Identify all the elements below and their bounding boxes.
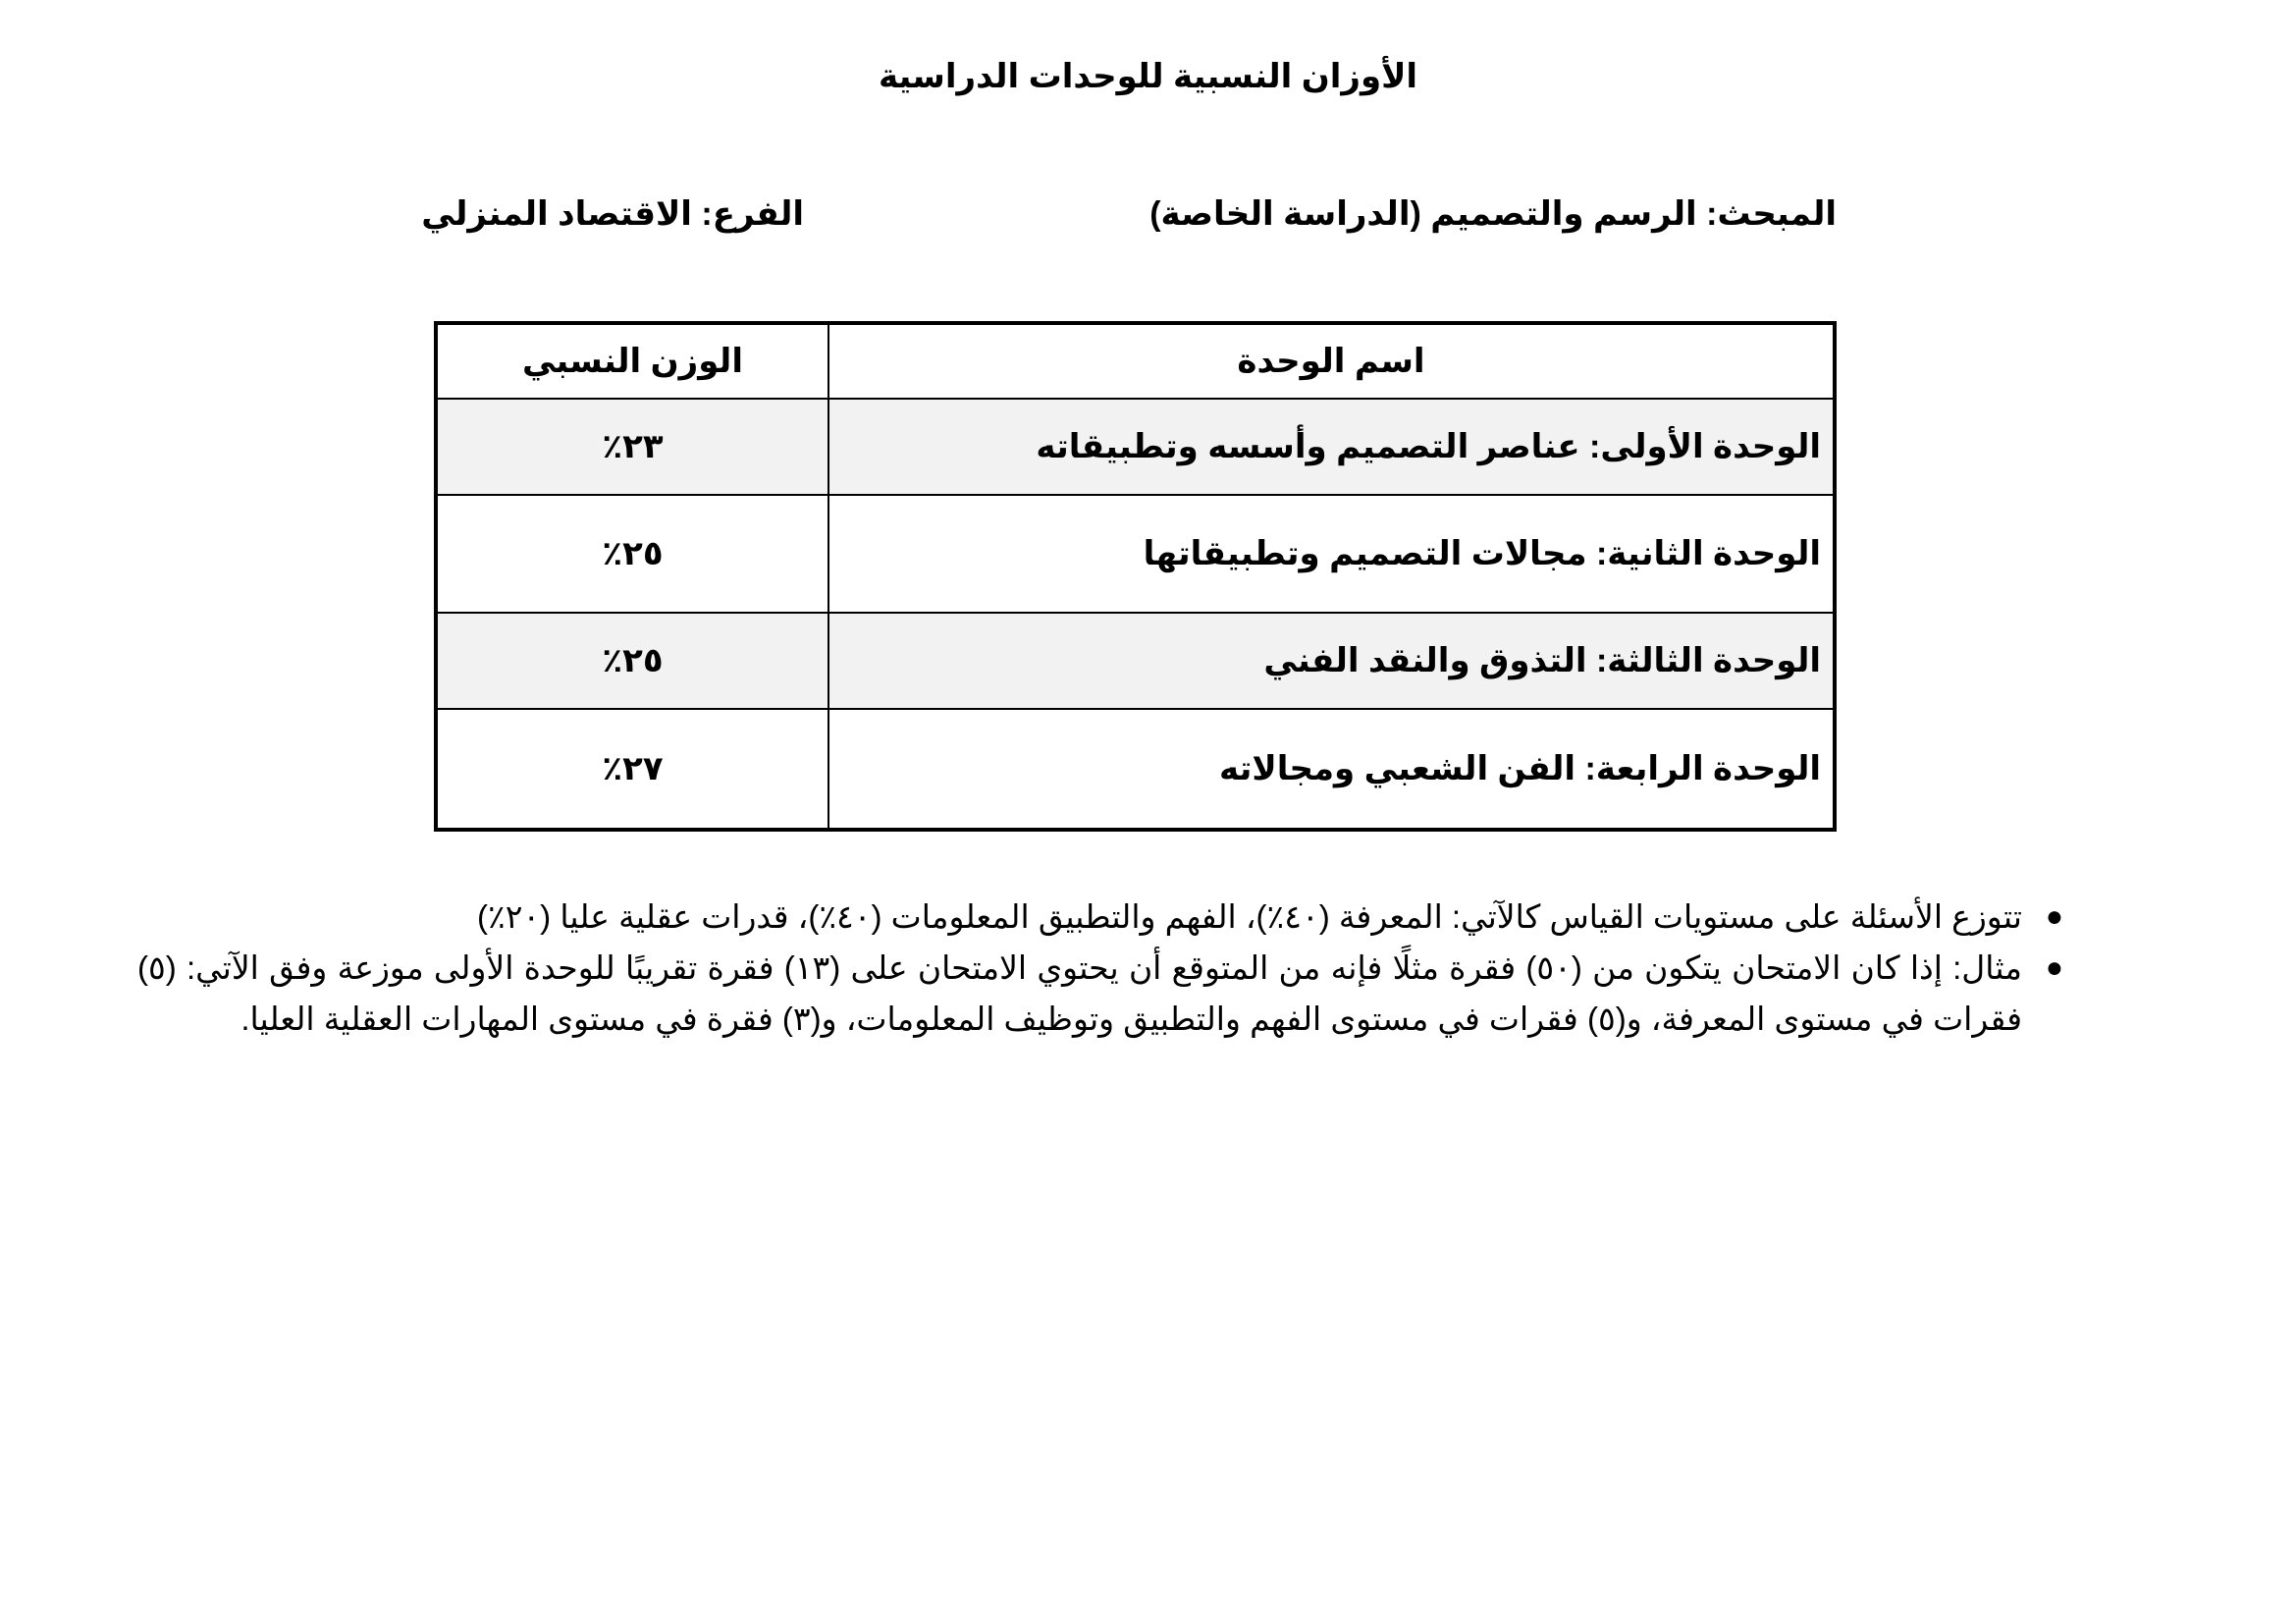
page-title: الأوزان النسبية للوحدات الدراسية [878, 58, 1418, 95]
table-header-row [436, 323, 1835, 399]
weight-cell: ٢٣٪ [436, 399, 828, 495]
unit-name-cell: الوحدة الأولى: عناصر التصميم وأسسه وتطبيقاته [828, 399, 1835, 495]
branch-label: الفرع: الاقتصاد المنزلي [421, 195, 804, 233]
weight-cell: ٢٧٪ [436, 709, 828, 830]
unit-name-header: اسم الوحدة [828, 323, 1835, 399]
note-text: تتوزع الأسئلة على مستويات القياس كالآتي: المعرفة (٤٠٪)، الفهم والتطبيق المعلومات (٤٠٪)، قدرات عقلية عليا (٢٠٪) [476, 898, 2022, 935]
unit-name-cell: الوحدة الثالثة: التذوق والنقد الفني [828, 613, 1835, 709]
notes-list [137, 892, 2063, 1045]
note-text: مثال: إذا كان الامتحان يتكون من (٥٠) فقرة مثلًا فإنه من المتوقع أن يحتوي الامتحان على (١٣) فقرة تقريبًا للوحدة الأولى موزعة وفق الآتي: (٥) فقرات في مستوى المعرفة، و(٥) فقرات في مستوى الفهم والتطبيق وتوظيف المعلومات، و(٣) فقرة في مستوى المهارات العقلية العليا. [137, 949, 2022, 1037]
table-row [436, 495, 1835, 613]
relative-weights-table [434, 321, 1837, 832]
weight-cell: ٢٥٪ [436, 495, 828, 613]
unit-name-cell: الوحدة الثانية: مجالات التصميم وتطبيقاتها [828, 495, 1835, 613]
bullet-icon: ● [2045, 900, 2063, 933]
weight-cell: ٢٥٪ [436, 613, 828, 709]
table-row [436, 399, 1835, 495]
list-item [137, 892, 2063, 943]
bullet-icon: ● [2045, 951, 2063, 984]
list-item [137, 943, 2063, 1045]
table-row [436, 709, 1835, 830]
unit-name-cell: الوحدة الرابعة: الفن الشعبي ومجالاته [828, 709, 1835, 830]
subject-label: المبحث: الرسم والتصميم (الدراسة الخاصة) [1149, 195, 1837, 233]
weight-header: الوزن النسبي [436, 323, 828, 399]
table-row [436, 613, 1835, 709]
